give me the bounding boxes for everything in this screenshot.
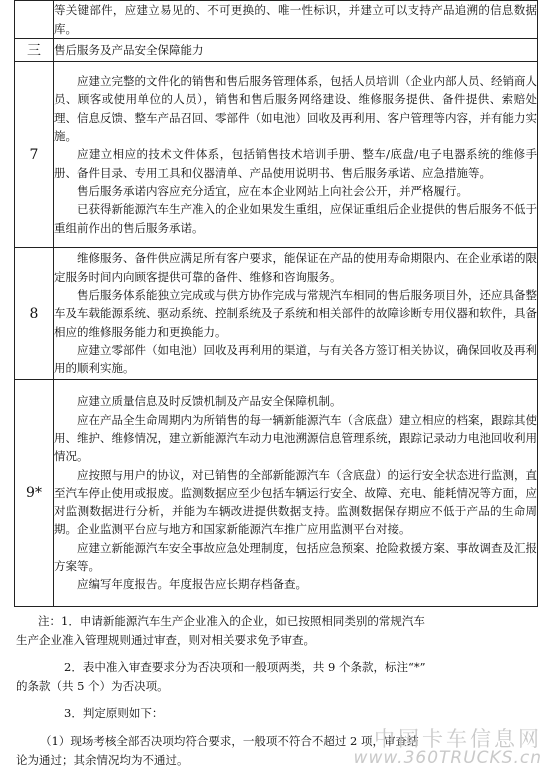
table-paragraph: 售后服务体系能独立完成或与供方协作完成与常规汽车相同的售后服务项目外，还应具备整车及车载能源系统、驱动系统、控制系统及子系统和相关部件的故障诊断专用仪器和软件，具备相应的维修服务能力和更换能力。 <box>54 288 537 339</box>
table-paragraph: 维修服务、备件供应满足所有客户要求，能保证在产品的使用寿命期限内、在企业承诺的限定服务时间内向顾客提供可靠的备件、维修和咨询服务。 <box>54 251 537 284</box>
table-row <box>15 248 538 380</box>
row-content-cell <box>54 39 538 62</box>
row-number-cell <box>15 1 54 39</box>
table-row <box>15 62 538 248</box>
table-paragraph: 已获得新能源汽车生产准入的企业如果发生重组，应保证重组后企业提供的售后服务不低于重组前作出的售后服务承诺。 <box>54 202 537 235</box>
site-watermark <box>354 728 542 768</box>
note-2-line-1: 2．表中准入审查要求分为否决项和一般项两类，共 9 个条款，标注“*” <box>64 660 426 675</box>
row-number: 9* <box>15 380 54 607</box>
table-paragraph: 应建立相应的技术文件体系，包括销售技术培训手册、整车/底盘/电子电器系统的维修手册、备件目录、专用工具和仪器清单、产品使用说明书、售后服务承诺、应急措施等。 <box>54 147 537 180</box>
row-content-cell <box>54 62 538 248</box>
row-number: 8 <box>15 248 54 380</box>
table-paragraph: 应建立完整的文件化的销售和售后服务管理体系，包括人员培训（企业内部人员、经销商人员、顾客或使用单位的人员），销售和售后服务网络建设、维修服务提供、备件提供、索赔处理、信息反馈、整车产品召回、零部件（如电池）回收及再利用、客户管理等内容，并有能力实施。 <box>54 74 537 144</box>
table-paragraph: 售后服务承诺内容应充分适宜，应在本企业网站上向社会公开，并严格履行。 <box>77 183 468 198</box>
note-3: 3．判定原则如下： <box>64 706 164 721</box>
table-paragraph: 应在产品全生命周期内为所销售的每一辆新能源汽车（含底盘）建立相应的档案，跟踪其使用、维护、维修情况，建立新能源汽车动力电池溯源信息管理系统，跟踪记录动力电池回收利用情况。 <box>54 412 537 464</box>
table-row <box>15 39 538 62</box>
note-1-line-2: 生产企业准入管理规则通过审查，则对相关要求免予审查。 <box>16 632 315 647</box>
note-2-line-2: 的条款（共 5 个）为否决项。 <box>16 678 169 693</box>
table-row <box>15 1 538 39</box>
note-4-line-2: 论为通过；其余情况均为不通过。 <box>16 752 189 767</box>
table-row <box>15 380 538 607</box>
watermark-title: 中国卡车信息网 <box>374 727 542 752</box>
table-paragraph: 应按照与用户的协议，对已销售的全部新能源汽车（含底盘）的运行安全状态进行监测，直至汽车停止使用或报废。监测数据应至少包括车辆运行安全、故障、充电、能耗情况等方面，应对监测数据进行分析，并能为车辆改进提供数据支持。监测数据保存期应不低于产品的生命周期。企业监测平台应与地方和国家新能源汽车推广应用监测平台对接。 <box>54 467 537 537</box>
watermark-url: www.360TRUCKS.cn <box>353 748 542 769</box>
table-paragraph: 应编写年度报告。年度报告应长期存档备查。 <box>77 577 307 592</box>
section-title: 售后服务及产品安全保障能力 <box>54 42 204 57</box>
table-paragraph: 应建立新能源汽车安全事故应急处理制度，包括应急预案、抢险救援方案、事故调查及汇报方案等。 <box>54 540 537 574</box>
requirements-table <box>14 0 538 607</box>
row-number: 7 <box>15 62 54 248</box>
section-number: 三 <box>15 39 54 62</box>
row-content-cell <box>54 248 538 380</box>
note-4-line-1: （1）现场考核全部否决项均符合要求，一般项不符合不超过 2 项，审查结 <box>40 733 419 748</box>
table-paragraph: 等关键部件，应建立易见的、不可更换的、唯一性标识，并建立可以支持产品追溯的信息数据库。 <box>54 3 537 36</box>
row-content-cell <box>54 380 538 607</box>
table-paragraph: 应建立零部件（如电池）回收及再利用的渠道，与有关各方签订相关协议，确保回收及再利用的顺利实施。 <box>54 342 537 376</box>
row-content-cell <box>54 1 538 39</box>
note-1-line-1: 注：1．申请新能源汽车生产企业准入的企业，如已按照相同类别的常规汽车 <box>38 614 425 628</box>
table-paragraph: 应建立质量信息及时反馈机制及产品安全保障机制。 <box>77 394 342 409</box>
